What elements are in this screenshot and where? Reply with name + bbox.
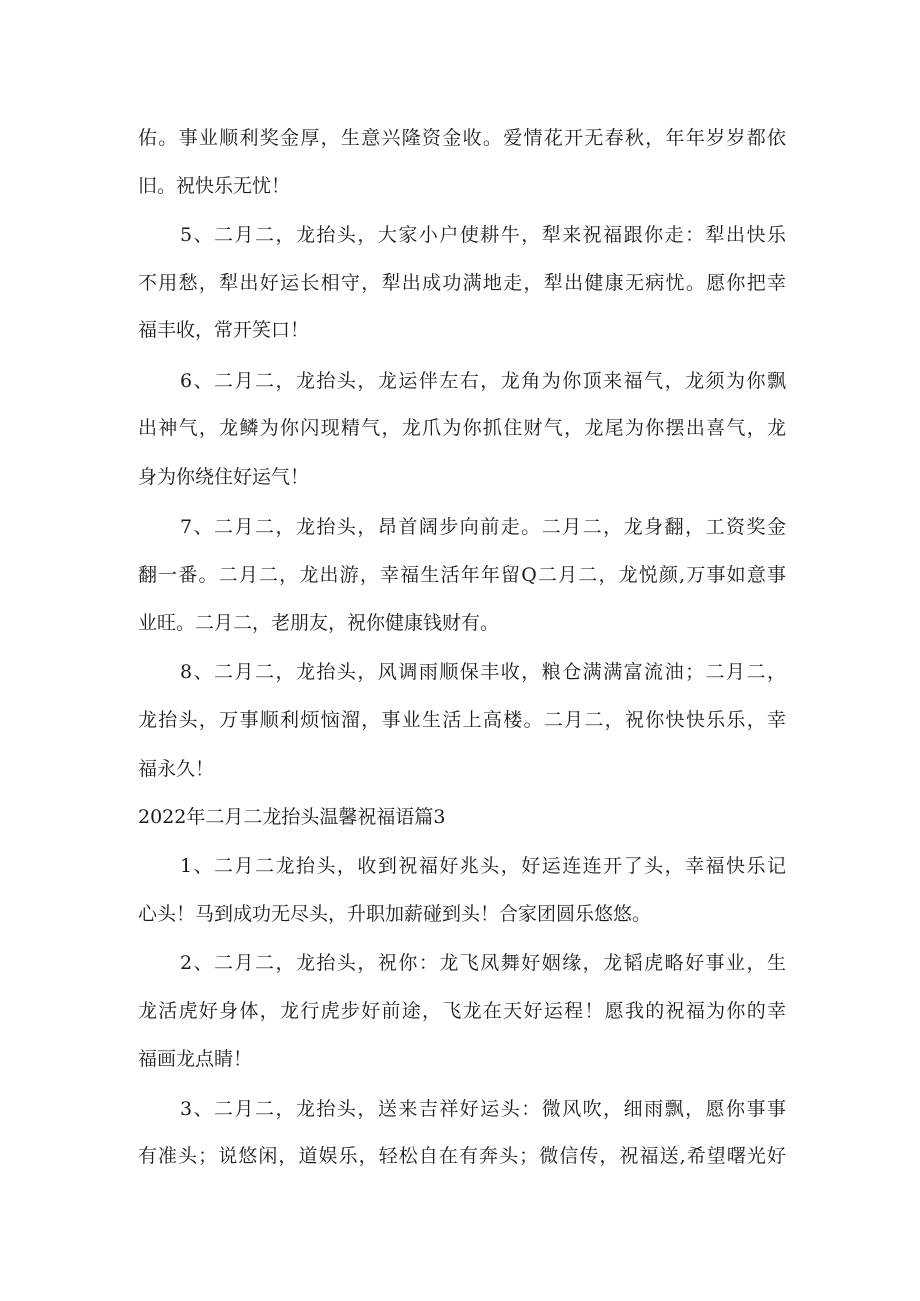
text-line: 出神气，龙鳞为你闪现精气，龙爪为你抓住财气，龙尾为你摆出喜气，龙: [138, 417, 786, 439]
text-line: 龙抬头，万事顺利烦恼溜，事业生活上高楼。二月二，祝你快快乐乐，幸: [138, 709, 786, 731]
text-line: 福画龙点睛！: [138, 1048, 253, 1070]
text-line: 1、二月二龙抬头，收到祝福好兆头，好运连连开了头，幸福快乐记: [180, 855, 786, 877]
text-line: 不用愁，犁出好运长相守，犁出成功满地走，犁出健康无病忧。愿你把幸: [138, 272, 786, 294]
text-line: 有准头；说悠闲，道娱乐，轻松自在有奔头；微信传，祝福送,希望曙光好: [138, 1145, 786, 1167]
text-line: 佑。事业顺利奖金厚，生意兴隆资金收。爱情花开无春秋，年年岁岁都依: [138, 127, 786, 149]
text-line: 2、二月二，龙抬头，祝你：龙飞凤舞好姻缘，龙韬虎略好事业，生: [180, 952, 786, 974]
text-line: 翻一番。二月二，龙出游，幸福生活年年留Q二月二，龙悦颜,万事如意事: [138, 564, 786, 586]
text-line: 福永久！: [138, 758, 215, 780]
text-line: 8、二月二，龙抬头，风调雨顺保丰收，粮仓满满富流油；二月二，: [180, 661, 786, 683]
text-line: 5、二月二，龙抬头，大家小户使耕牛，犁来祝福跟你走：犁出快乐: [180, 224, 786, 246]
section-heading: 2022年二月二龙抬头温馨祝福语篇3: [138, 806, 446, 828]
text-line: 6、二月二，龙抬头，龙运伴左右，龙角为你顶来福气，龙须为你飘: [180, 370, 786, 392]
text-line: 心头！马到成功无尽头，升职加薪碰到头！合家团圆乐悠悠。: [138, 903, 652, 925]
text-line: 旧。祝快乐无忧！: [138, 175, 291, 197]
text-line: 3、二月二，龙抬头，送来吉祥好运头：微风吹，细雨飘，愿你事事: [180, 1098, 786, 1120]
text-line: 龙活虎好身体，龙行虎步好前途，飞龙在天好运程！愿我的祝福为你的幸: [138, 1000, 786, 1022]
text-line: 业旺。二月二，老朋友，祝你健康钱财有。: [138, 612, 500, 634]
text-line: 7、二月二，龙抬头，昂首阔步向前走。二月二，龙身翻，工资奖金: [180, 516, 786, 538]
text-line: 身为你绕住好运气！: [138, 466, 310, 488]
text-line: 福丰收，常开笑口！: [138, 319, 310, 341]
